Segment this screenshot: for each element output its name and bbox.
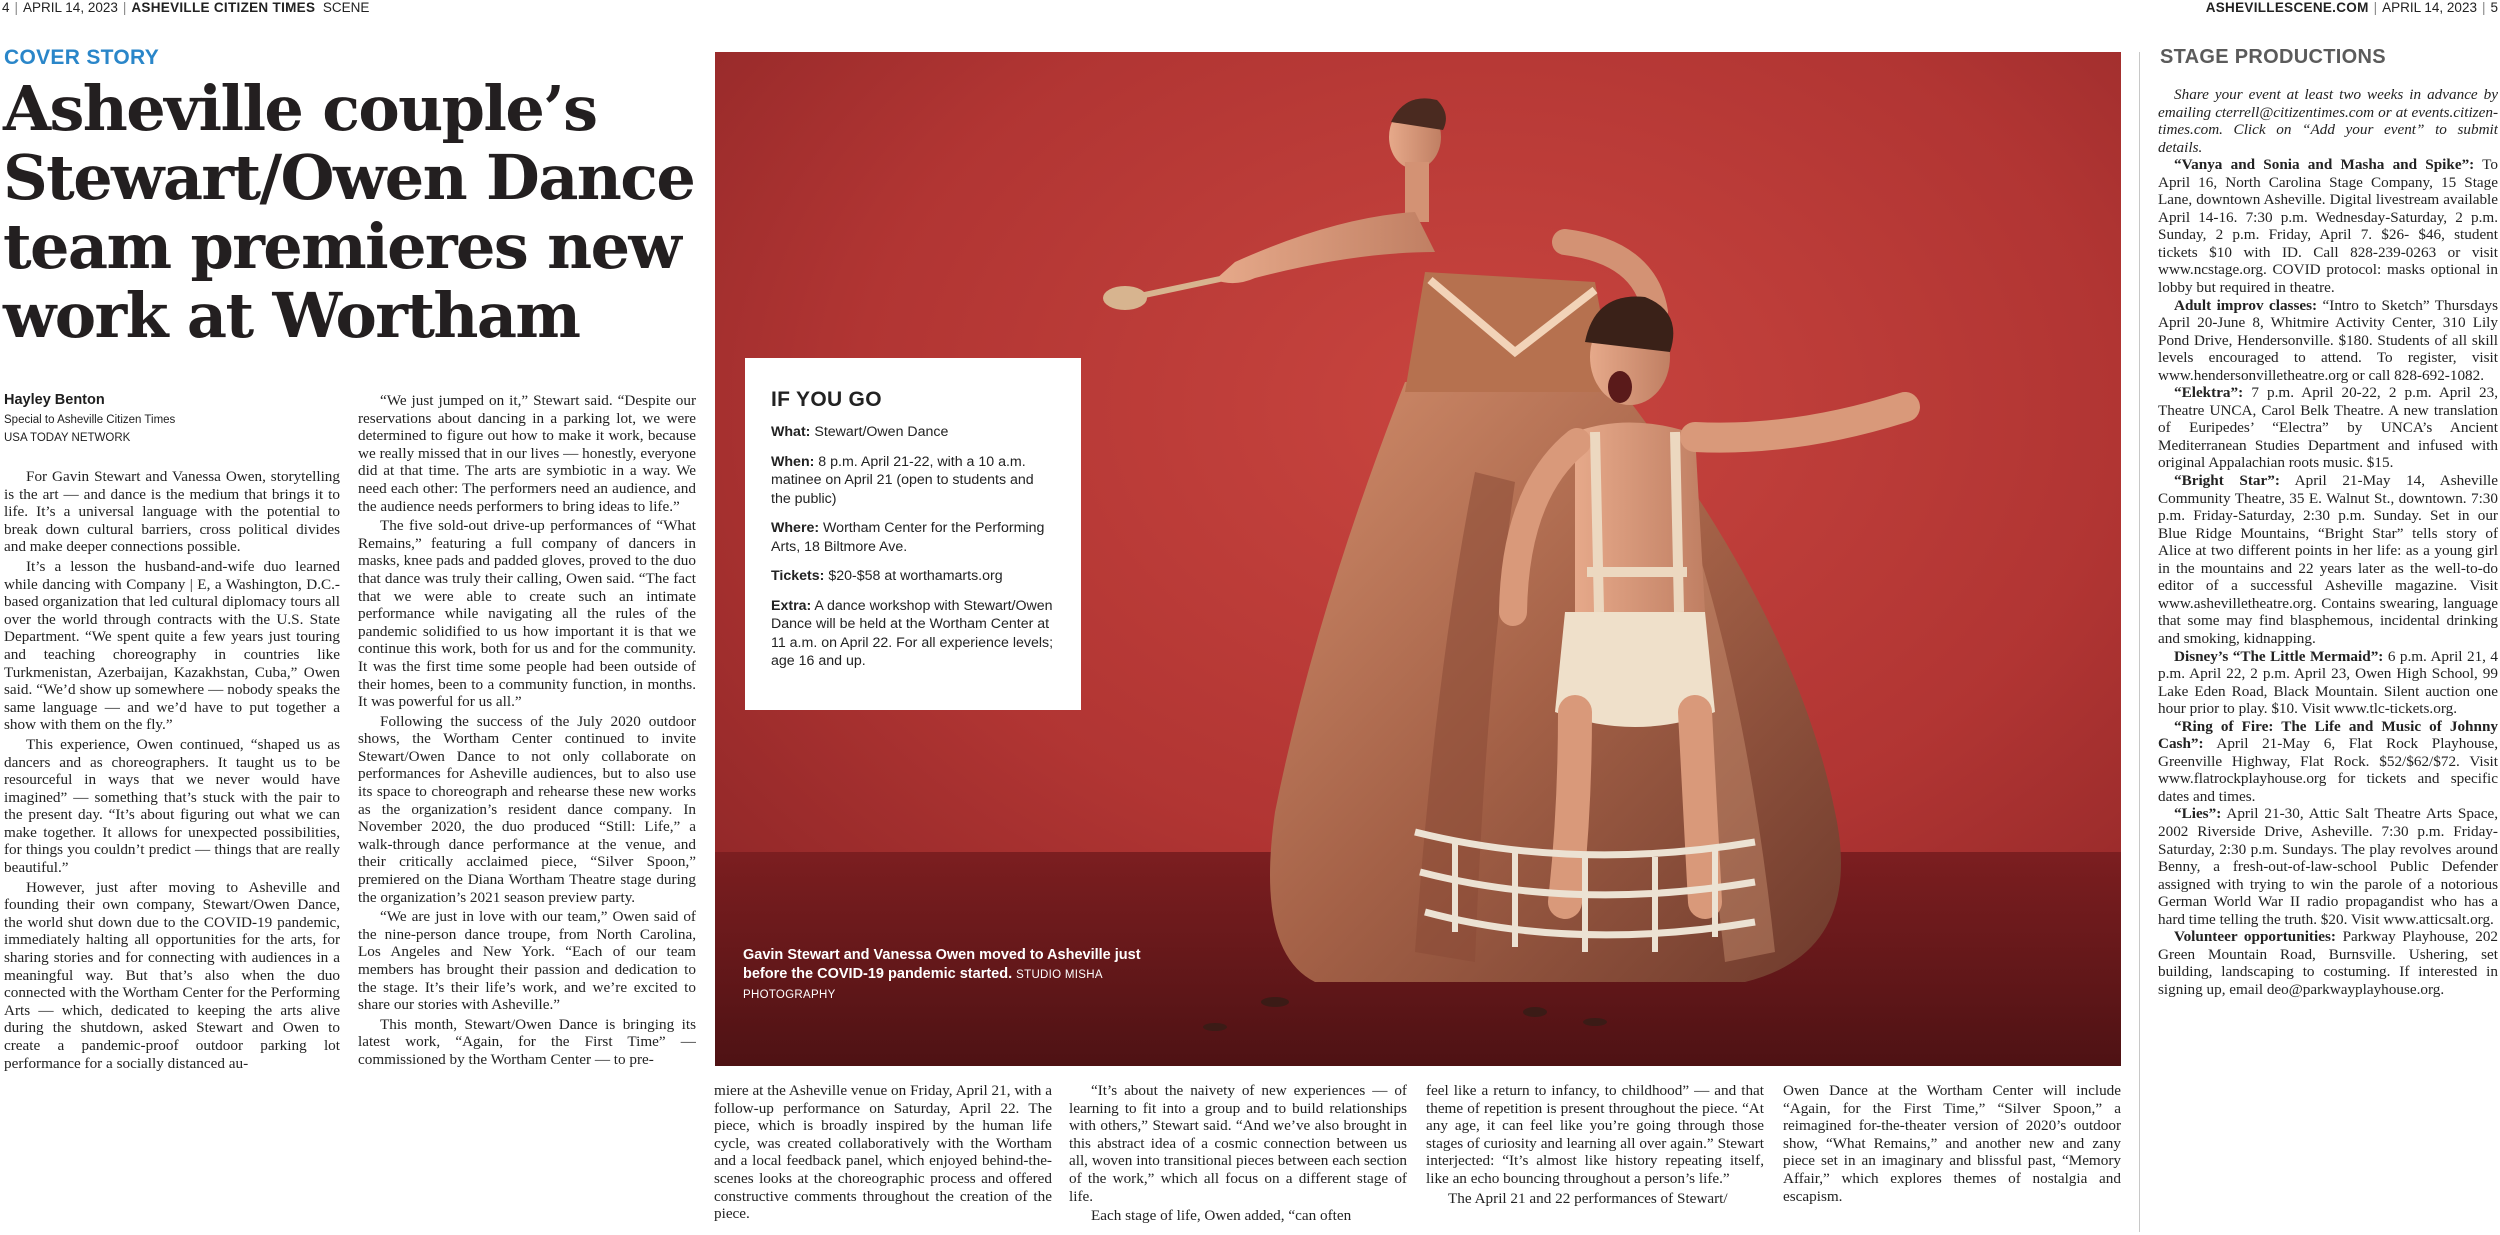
article-paragraph: Each stage of life, Owen added, “can often bbox=[1091, 1207, 1352, 1225]
article-paragraph: However, just after moving to Asheville and founding their own company, Stewart/Owen Dance, the world shut down due to the COVID-19 pandemic, immediately halting all opportunities for the arts, for sharing stories and for connecting with audiences in a meaningful way. But that’s also when the duo connected with the Wortham Center for the Performing Arts — which, dedicated to keeping the arts alive during the shutdown, asked Stewart and Owen to create a pandemic-proof outdoor parking lot performance for a socially distanced au- bbox=[4, 878, 340, 1072]
article-paragraph: miere at the Asheville venue on Friday, April 21, with a follow-up performance on Saturday, April 22. The piece, which is broadly inspired by the human life cycle, was created collaboratively with the Wortham and a local feedback panel, which enjoyed behind-the-scenes looks at the choreographic process and offered constructive comments throughout the creation of the piece. bbox=[714, 1082, 1052, 1223]
info-row-where bbox=[771, 519, 1055, 556]
stage-listing-text: To April 16, North Carolina Stage Company, 15 Stage Lane, downtown Asheville. Digital livestream available April 14-16. 7:30 p.m. Wednesday-Saturday, 2 p.m. Sunday, 2 p.m. Friday, April 7. $26- $46, student tickets $10 with ID. Call 828-239-0263 or visit www.ncstage.org. COVID protocol: masks optional in lobby but required in theatre. bbox=[2158, 156, 2498, 297]
info-row-when bbox=[771, 453, 1055, 509]
stage-productions-title: STAGE PRODUCTIONS bbox=[2160, 46, 2386, 68]
stage-listing-text: April 21-May 6, Flat Rock Playhouse, Greenville Highway, Flat Rock. $52/$62/$72. Visit www.flatrockplayhouse.org for tickets and specific dates and times. bbox=[2158, 735, 2498, 805]
stage-listing bbox=[2158, 648, 2498, 718]
stage-listing bbox=[2158, 384, 2498, 472]
article-paragraph: “We are just in love with our team,” Owen said of the nine-person dance troupe, from North Carolina, Los Angeles and New York. “Each of our team members has brought their passion and dedication to the stage. It’s their life’s work, and we’re excited to share our stories with Asheville.” bbox=[358, 908, 696, 1014]
stage-listing-title: Disney’s “The Little Mermaid”: bbox=[2174, 647, 2384, 665]
article-paragraph: “It’s about the naivety of new experiences — of learning to fit into a group and to build relationships with others,” Stewart said. “And we’ve also brought in this abstract idea of a cosmic connection between us all, woven into transitional pieces between each section of the work,” which all focus on a different stage of life. bbox=[1069, 1082, 1407, 1205]
info-label: Extra: bbox=[771, 597, 812, 614]
stage-listing-title: Volunteer opportunities: bbox=[2174, 928, 2336, 946]
info-text: 8 p.m. April 21-22, with a 10 a.m. matinee on April 21 (open to students and the public) bbox=[771, 453, 1034, 507]
photo-caption bbox=[743, 946, 1163, 1005]
article-paragraph: The April 21 and 22 performances of Stewart/ bbox=[1448, 1189, 1728, 1207]
info-label: Where: bbox=[771, 520, 820, 536]
folio-right: ASHEVILLESCENE.COM | APRIL 14, 2023 | 5 bbox=[2205, 0, 2498, 15]
photo-caption-text: Gavin Stewart and Vanessa Owen moved to Asheville just before the COVID-19 pandemic started. bbox=[743, 947, 1141, 982]
stage-listing-title: “Vanya and Sonia and Masha and Spike”: bbox=[2174, 156, 2475, 174]
stage-productions-listings bbox=[2158, 86, 2498, 1232]
section-kicker: COVER STORY bbox=[4, 46, 159, 69]
folio-left: 4 | APRIL 14, 2023 | ASHEVILLE CITIZEN TIMES SCENE bbox=[2, 0, 370, 15]
stage-listing bbox=[2158, 805, 2498, 928]
info-label: When: bbox=[771, 453, 815, 470]
byline-role: Special to Asheville Citizen Times bbox=[4, 414, 176, 426]
article-paragraph: It’s a lesson the husband-and-wife duo learned while dancing with Company | E, a Washington, D.C.-based organization that led cultural diplomacy tours all over the world through contracts with the U.S. State Department. “We spent quite a few years just touring and teaching choreography in countries like Turkmenistan, Azerbaijan, Kazakhstan, Cuba,” Owen said. “We’d show up somewhere — nobody speaks the same language — and we’d have to put together a show with them on the fly.” bbox=[4, 557, 340, 734]
if-you-go-box bbox=[745, 358, 1081, 710]
article-paragraph: The five sold-out drive-up performances of “What Remains,” featuring a full company of dancers in masks, knee pads and padded gloves, proved to the duo that dance was truly their calling, Owen said. “The fact that we were able to create such an intimate performance while navigating all the rules of the pandemic solidified to us how important it is that we continue this work, both for us and for the community. It was the first time some people had been outside of their homes, been to a community function, in months. It was powerful for us all.” bbox=[358, 517, 696, 711]
article-column-3 bbox=[714, 1082, 1052, 1232]
folio-date: APRIL 14, 2023 bbox=[23, 0, 118, 15]
column-divider bbox=[2139, 52, 2140, 1232]
headline: Asheville couple’s Stewart/Owen Dance team premieres new work at Wortham bbox=[3, 72, 695, 352]
folio-date-right: APRIL 14, 2023 bbox=[2382, 0, 2477, 15]
info-label: What: bbox=[771, 424, 811, 440]
info-label: Tickets: bbox=[771, 568, 825, 584]
info-row-tickets bbox=[771, 567, 1055, 586]
stage-listing bbox=[2158, 718, 2498, 806]
stage-listing-text: 7 p.m. April 20-22, 2 p.m. April 23, Theatre UNCA, Carol Belk Theatre. A new translation of Euripedes’ “Electra” by UNCA’s Ancient Mediterranean Studies Department and infused with original Appalachian roots music. $15. bbox=[2158, 384, 2498, 472]
stage-listing-text: “Intro to Sketch” Thursdays April 20-June 8, Whitmire Activity Center, 310 Lily Pond Drive, Hendersonville. $180. Students of all skill levels encouraged to attend. To register, visit www.hendersonvilletheatre.org or call 828-692-1082. bbox=[2158, 296, 2498, 384]
article-column-4 bbox=[1069, 1082, 1407, 1232]
stage-intro: Share your event at least two weeks in advance by emailing cterrell@citizentimes.com or at events.citizen-times.com. Click on “Add your event” to submit details. bbox=[2158, 86, 2498, 156]
info-text: A dance workshop with Stewart/Owen Dance will be held at the Wortham Center at 11 a.m. on April 22. For all experience levels; age 16 and up. bbox=[771, 597, 1054, 669]
photo-credit: STUDIO MISHA PHOTOGRAPHY bbox=[743, 969, 1103, 1001]
if-you-go-title: IF YOU GO bbox=[771, 388, 882, 411]
stage-listing-text: April 21-30, Attic Salt Theatre Arts Space, 2002 Riverside Drive, Asheville. 7:30 p.m. Friday-Saturday, 2:30 p.m. Sundays. The play revolves around Benny, a fresh-out-of-law-school Public Defender assigned with trying to win the parole of a notorious German World War II radio propagandist who has a hard time telling the truth. $20. Visit www.atticsalt.org. bbox=[2158, 805, 2498, 928]
folio-site: ASHEVILLESCENE.COM bbox=[2205, 0, 2369, 15]
article-paragraph: Following the success of the July 2020 outdoor shows, the Wortham Center continued to invite Stewart/Owen Dance to not only collaborate on performances for Asheville audiences, but to also use its space to choreograph and rehearse these new works as the organization’s resident dance company. In November 2020, the duo produced “Still: Life,” a walk-through dance performance at the venue, and their critically acclaimed piece, “Silver Spoon,” premiered on the Diana Wortham Theatre stage during the organization’s 2021 season preview party. bbox=[358, 712, 696, 906]
stage-listing-text: 6 p.m. April 21, 4 p.m. April 22, 2 p.m. April 23, Owen High School, 99 Lake Eden Road, Black Mountain. Silent auction one hour prior to play. $10. Visit www.tlc-tickets.org. bbox=[2158, 647, 2498, 718]
stage-listing-text: April 21-May 14, Asheville Community Theatre, 35 E. Walnut St., downtown. 7:30 p.m. Friday-Saturday, 2:30 p.m. Sunday. Set in our Blue Ridge Mountains, “Bright Star” tells story of Alice at two different points in her life: as a young girl in the mountains and 22 years later as the well-to-do editor of a successful Asheville magazine. Visit www.ashevilletheatre.org. Contains swearing, language that some may find blasphemous, incidental drinking and smoking, kidnapping. bbox=[2158, 472, 2498, 647]
folio-page-number-right: 5 bbox=[2490, 0, 2498, 15]
folio-section: SCENE bbox=[322, 0, 370, 15]
article-column-2 bbox=[358, 392, 696, 1232]
stage-listing-title: “Elektra”: bbox=[2174, 384, 2244, 402]
stage-listing bbox=[2158, 156, 2498, 296]
stage-listing bbox=[2158, 297, 2498, 385]
article-column-5 bbox=[1426, 1082, 1764, 1232]
article-paragraph: This month, Stewart/Owen Dance is bringing its latest work, “Again, for the First Time” — commissioned by the Wortham Center — to pre- bbox=[358, 1015, 696, 1068]
stage-listing-title: “Ring of Fire: The Life and Music of Johnny Cash”: bbox=[2158, 717, 2498, 753]
article-paragraph: feel like a return to infancy, to childhood” — and that theme of repetition is present throughout the piece. “At any age, it can feel like you’re going through those stages of curiosity and learning all over again.” Stewart interjected: “It’s almost like history repeating itself, like an echo bouncing throughout a person’s life.” bbox=[1426, 1082, 1764, 1187]
info-text: $20-$58 at worthamarts.org bbox=[828, 568, 1003, 584]
article-paragraph: For Gavin Stewart and Vanessa Owen, storytelling is the art — and dance is the medium that brings it to life. It’s a universal language with the potential to break down cultural barriers, cross political divides and make deeper connections possible. bbox=[4, 468, 340, 556]
info-text: Stewart/Owen Dance bbox=[814, 424, 949, 440]
stage-listing-text: Parkway Playhouse, 202 Green Mountain Road, Burnsville. Ushering, set building, landscaping to costuming. If interested in signing up, email deo@parkwayplayhouse.org. bbox=[2158, 928, 2498, 998]
folio-paper-name: ASHEVILLE CITIZEN TIMES bbox=[131, 0, 316, 15]
folio-page-number: 4 bbox=[2, 0, 10, 15]
article-column-6 bbox=[1783, 1082, 2121, 1232]
byline-author: Hayley Benton bbox=[4, 392, 105, 408]
article-paragraph: “We just jumped on it,” Stewart said. “Despite our reservations about dancing in a parking lot, we were determined to figure out how to make it work, because we really missed that in our lives — honestly, everyone did at that time. The arts are symbiotic in a way. We need each other: The performers need an audience, and the audience needs performers to bring ideas to life.” bbox=[358, 392, 696, 515]
stage-listing bbox=[2158, 928, 2498, 998]
article-paragraph: Owen Dance at the Wortham Center will include “Again, for the First Time,” “Silver Spoon,” a reimagined for-the-theater version of 2020’s outdoor show, “What Remains,” and another new and zany piece set in an imaginary and blissful past, “Memory Affair,” which explores themes of nostalgia and escapism. bbox=[1783, 1082, 2121, 1205]
stage-listing-title: “Bright Star”: bbox=[2174, 472, 2280, 490]
info-row-what bbox=[771, 423, 1055, 442]
info-text: Wortham Center for the Performing Arts, 18 Biltmore Ave. bbox=[771, 520, 1045, 555]
article-column-1 bbox=[4, 468, 340, 1232]
article-paragraph: This experience, Owen continued, “shaped us as dancers and as choreographers. It taught us to be resourceful in ways that we never would have imagined” — something that’s stuck with the pair to the present day. “It’s about figuring out what we can make together. It allows for unexpected possibilities, for things you couldn’t predict — things that are really beautiful.” bbox=[4, 735, 340, 877]
byline-org: USA TODAY NETWORK bbox=[4, 432, 131, 444]
stage-listing-title: Adult improv classes: bbox=[2174, 296, 2318, 314]
info-row-extra bbox=[771, 597, 1055, 671]
stage-listing bbox=[2158, 472, 2498, 647]
stage-listing-title: “Lies”: bbox=[2174, 805, 2222, 823]
